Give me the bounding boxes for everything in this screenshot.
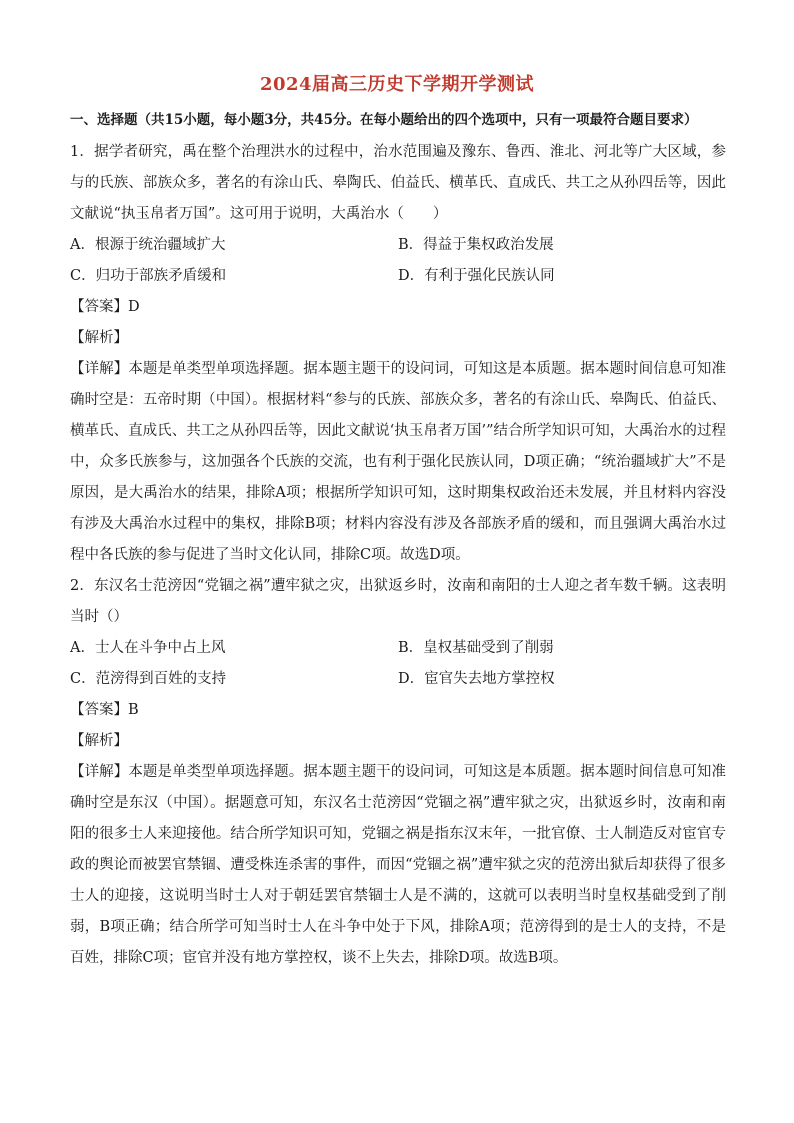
- question-1-answer: [70, 292, 726, 323]
- answer-label: 【答案】: [70, 702, 128, 718]
- detail-text: 本题是单类型单项选择题。据本题主题干的设问词，可知这是本质题。据本题时间信息可知准确时空是：五帝时期（中国）。根据材料“参与的氏族、部族众多，著名的有涂山氏、皋陶氏、伯益氏、横革氏、直成氏、共工之从孙四岳等，因此文献说‘执玉帛者万国’”结合所学知识可知，大禹治水的过程中，众多氏族参与，这加强各个氏族的交流，也有利于强化民族认同，D项正确；“统治疆域扩大”不是原因，是大禹治水的结果，排除A项；根据所学知识可知，这时期集权政治还未发展，并且材料内容没有涉及大禹治水过程中的集权，排除B项；材料内容没有涉及各部族矛盾的缓和，而且强调大禹治水过程中各氏族的参与促进了当时文化认同，排除C项。故选D项。: [70, 361, 727, 563]
- question-1-detail: [70, 354, 726, 571]
- question-2-stem: 2．东汉名士范滂因“党锢之祸”遭牢狱之灾，出狱返乡时，汝南和南阳的士人迎之者车数千辆。这表明当时（）: [70, 578, 726, 625]
- question-2-answer: [70, 695, 726, 726]
- page-title: 2024届高三历史下学期开学测试: [259, 74, 535, 95]
- question-1-option-d: D．有利于强化民族认同: [398, 268, 555, 284]
- question-1-option-c: C．归功于部族矛盾缓和: [70, 268, 227, 284]
- detail-label: 【详解】: [70, 361, 129, 377]
- question-2-detail: [70, 757, 726, 974]
- question-1-option-b: B．得益于集权政治发展: [398, 237, 554, 253]
- document-body: [70, 137, 726, 974]
- answer-value: B: [128, 702, 139, 718]
- question-1-analysis-label: 【解析】: [70, 330, 128, 346]
- question-2-analysis-label: 【解析】: [70, 733, 128, 749]
- question-2-option-b: B．皇权基础受到了削弱: [398, 640, 554, 656]
- question-1-options: [70, 230, 726, 292]
- section-header: 一、选择题（共15小题，每小题3分，共45分。在每小题给出的四个选项中，只有一项最符合题目要求）: [70, 112, 698, 128]
- question-2-options: [70, 633, 726, 695]
- detail-text: 本题是单类型单项选择题。据本题主题干的设问词，可知这是本质题。据本题时间信息可知准确时空是东汉（中国）。据题意可知，东汉名士范滂因“党锢之祸”遭牢狱之灾，出狱返乡时，汝南和南阳的很多士人来迎接他。结合所学知识可知，党锢之祸是指东汉末年，一批官僚、士人制造反对宦官专政的舆论而被罢官禁锢、遭受株连杀害的事件，而因“党锢之祸”遭牢狱之灾的范滂出狱后却获得了很多士人的迎接，这说明当时士人对于朝廷罢官禁锢士人是不满的，这就可以表明当时皇权基础受到了削弱，B项正确；结合所学可知当时士人在斗争中处于下风，排除A项；范滂得到的是士人的支持，不是百姓，排除C项；宦官并没有地方掌控权，谈不上失去，排除D项。故选B项。: [70, 764, 727, 966]
- question-1-option-a: A．根源于统治疆域扩大: [70, 237, 226, 253]
- question-1-stem: 1．据学者研究，禹在整个治理洪水的过程中，治水范围遍及豫东、鲁西、淮北、河北等广大区域，参与的氏族、部族众多，著名的有涂山氏、皋陶氏、伯益氏、横革氏、直成氏、共工之从孙四岳等，因此文献说“执玉帛者万国”。这可用于说明，大禹治水（ ）: [70, 144, 726, 222]
- answer-value: D: [128, 299, 140, 315]
- question-2-option-c: C．范滂得到百姓的支持: [70, 671, 227, 687]
- question-2-option-d: D．宦官失去地方掌控权: [398, 671, 555, 687]
- answer-label: 【答案】: [70, 299, 128, 315]
- detail-label: 【详解】: [70, 764, 129, 780]
- question-2-option-a: A．士人在斗争中占上风: [70, 640, 226, 656]
